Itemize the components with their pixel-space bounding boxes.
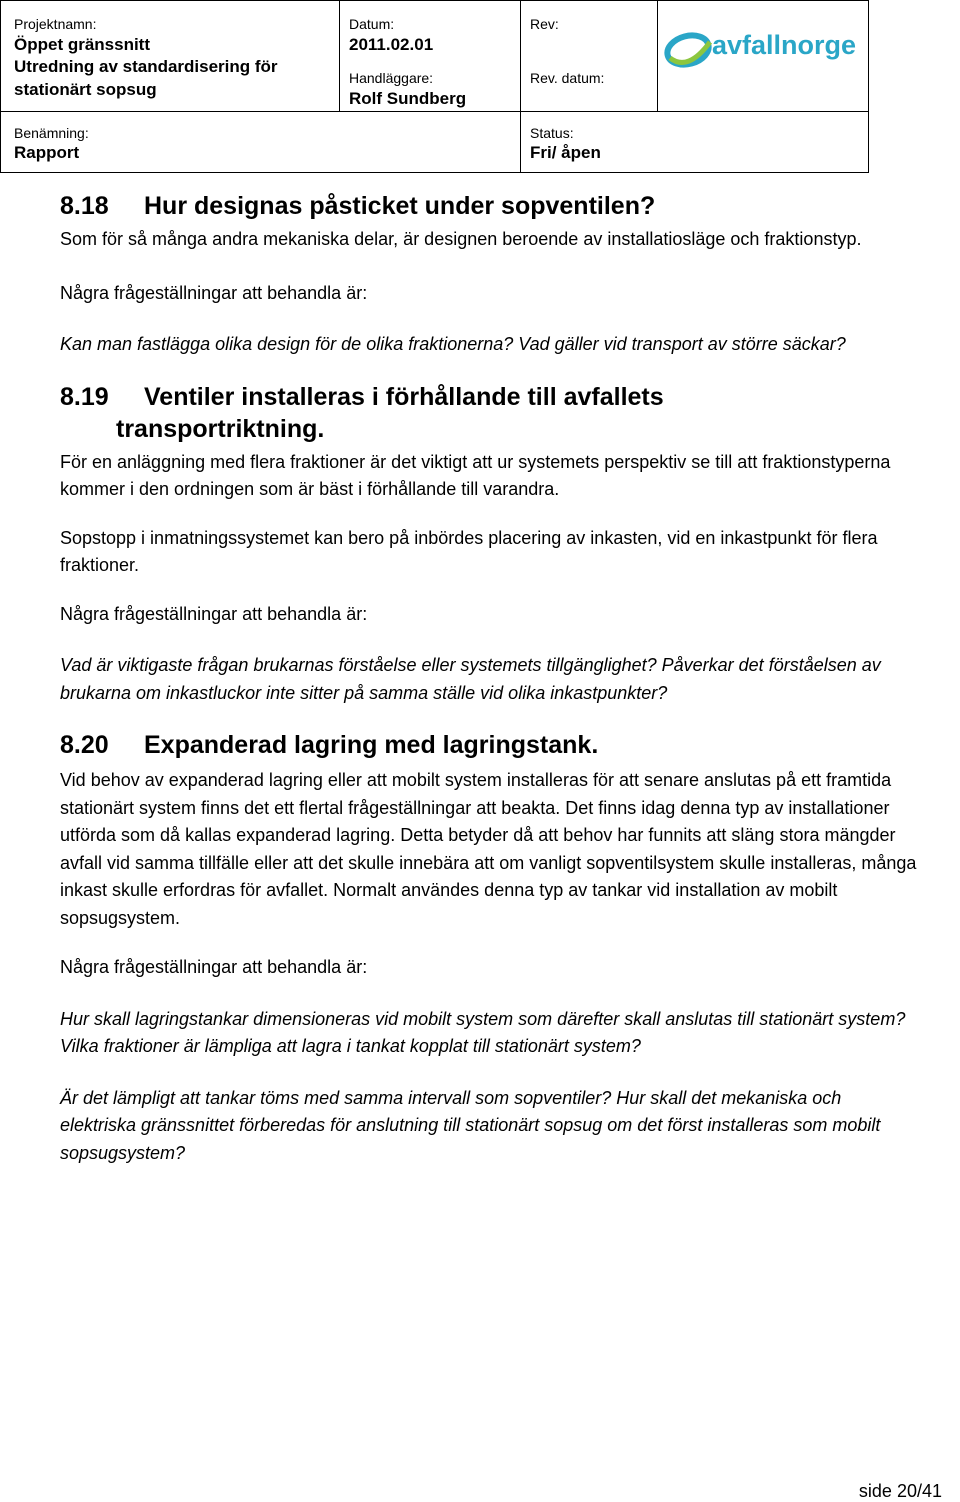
section-8-19-question: Vad är viktigaste frågan brukarnas förståelse eller systemets tillgänglighet? Påverkar det förståelsen av brukarna om inkastluckor inte sitter på samma ställe vid olika inkastpunkter? (60, 655, 881, 703)
section-title-line1: Ventiler installeras i förhållande till avfallets (144, 382, 664, 411)
document-body (60, 190, 920, 1167)
status-value: Fri/ åpen (530, 143, 601, 162)
section-8-19-paragraph-2: Sopstopp i inmatningssystemet kan bero på inbördes placering av inkasten, vid en inkastpunkt för flera fraktioner. (60, 527, 878, 575)
project-description-line2: stationärt sopsug (14, 80, 157, 99)
section-number: 8.18 (60, 192, 109, 220)
section-number: 8.20 (60, 731, 109, 759)
name-label: Benämning: (14, 125, 89, 141)
project-description-line1: Utredning av standardisering för (14, 57, 278, 76)
section-8-19-heading-continued (60, 413, 920, 445)
handler-label: Handläggare: (349, 70, 434, 86)
project-name: Öppet gränssnitt (14, 35, 151, 54)
section-title-line2: transportriktning. (116, 414, 325, 443)
section-8-20-question-1: Hur skall lagringstankar dimensioneras vid mobilt system som därefter skall anslutas till stationärt system? Vilka fraktioner är lämpliga att lagra i tankat kopplat till stationärt system? (60, 1008, 906, 1056)
project-label: Projektnamn: (14, 16, 97, 32)
page-number: side 20/41 (858, 1481, 942, 1501)
section-number: 8.19 (60, 382, 109, 411)
section-8-20-heading (60, 729, 920, 761)
date-label: Datum: (349, 16, 395, 32)
rev-date-label: Rev. datum: (530, 70, 605, 86)
handler-value: Rolf Sundberg (349, 89, 467, 108)
status-label: Status: (530, 125, 574, 141)
logo-wordmark: avfallnorge (712, 30, 857, 60)
section-8-19-heading (60, 381, 920, 413)
section-8-18-heading (60, 190, 920, 222)
section-8-20-question-2: Är det lämpligt att tankar töms med samma intervall som sopventiler? Hur skall det mekaniska och elektriska gränssnittet förberedas för anslutning till stationärt sopsug om det först installeras som mobilt sopsugsystem? (60, 1087, 881, 1163)
questions-intro: Några frågeställningar att behandla är: (60, 282, 368, 303)
questions-intro: Några frågeställningar att behandla är: (60, 603, 368, 624)
section-8-18-question: Kan man fastlägga olika design för de olika fraktionerna? Vad gäller vid transport av större säckar? (60, 334, 846, 354)
section-8-18-paragraph: Som för så många andra mekaniska delar, är designen beroende av installatiosläge och fraktionstyp. (60, 229, 862, 249)
section-title: Expanderad lagring med lagringstank. (144, 731, 599, 759)
section-title: Hur designas påsticket under sopventilen? (144, 192, 656, 220)
questions-intro: Några frågeställningar att behandla är: (60, 957, 368, 977)
rev-label: Rev: (530, 16, 559, 32)
date-value: 2011.02.01 (349, 35, 434, 54)
section-8-20-paragraph: Vid behov av expanderad lagring eller att mobilt system installeras för att senare anslutas på ett framtida stationärt system finns det ett flertal frågeställningar att beakta. Det finns idag denna typ av installationer utförda som då kallas expanderad lagring. Detta betyder då att behov har funnits att släng stora mängder avfall vid samma tillfälle eller att det skulle innebära att om vanligt sopventilsystem skulle installeras, många inkast skulle erfordras för avfallet. Normalt användes denna typ av tankar vid installation av mobilt sopsugsystem. (60, 770, 917, 928)
section-8-19-paragraph-1: För en anläggning med flera fraktioner är det viktigt att ur systemets perspektiv se till att fraktionstyperna kommer i den ordningen som är bäst i förhållande till varandra. (60, 451, 891, 499)
name-value: Rapport (14, 143, 80, 162)
avfallnorge-logo-icon (664, 28, 716, 72)
